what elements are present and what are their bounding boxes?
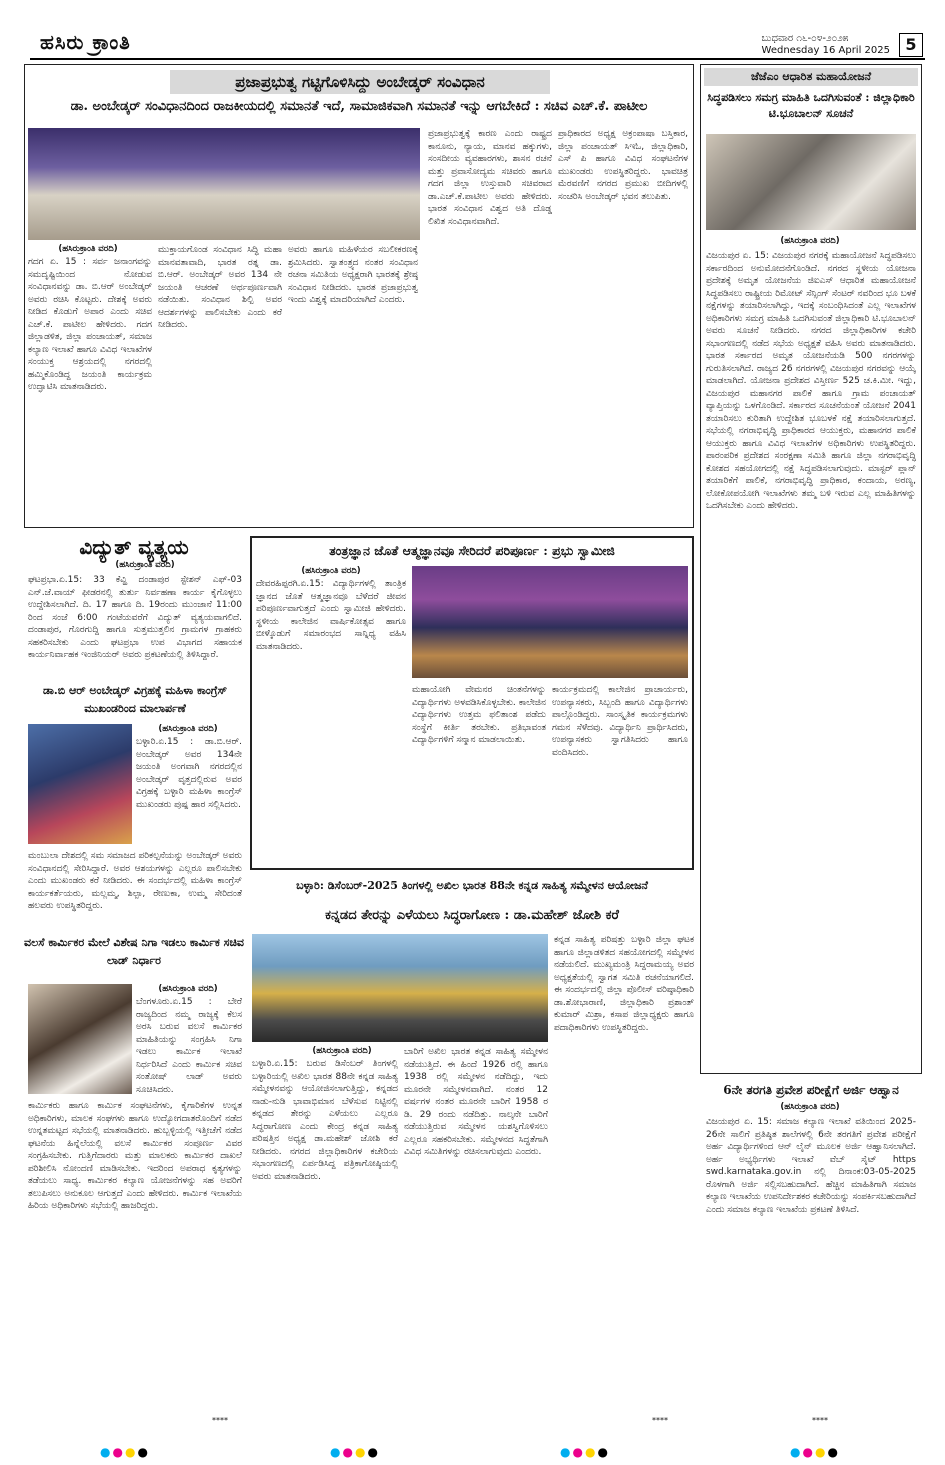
sahitya-stars: **** (652, 1416, 668, 1425)
sahitya-photo (252, 934, 548, 1042)
lead-credit: (ಹಸಿರುಕ್ರಾಂತಿ ವರದಿ) (58, 244, 118, 254)
congress-headline: ಡಾ.ಬಿ ಆರ್ ಅಂಬೇಡ್ಕರ್ ವಿಗ್ರಹಕ್ಕೆ ಮಹಿಳಾ ಕಾಂಗ್ರೆಸ್ ಮುಖಂಡರಿಂದ ಮಾಲಾರ್ಪಣೆ (43, 684, 227, 715)
date-kannada: ಬುಧವಾರ ೧೬-೦೪-೨೦೨೫ (761, 33, 849, 44)
lead-photo (28, 128, 420, 240)
lead-body-5: ಪ್ರಾಧಿಕಾರದ ಅಧ್ಯಕ್ಷ ಅಕ್ರಂಪಾಷಾ ಬಸ್ತಿಕಾರ, ಜಿಲ್ಲಾ ಪಂಚಾಯತ್ ಸಿಇಓ, ಜಿಲ್ಲಾಧಿಕಾರಿ, ಎಸ್ ಪಿ ಹಾಗೂ ವಿವಿಧ ಸಂಘಟನೆಗಳ ಮುಖಂಡರು ಉಪಸ್ಥಿತರಿದ್ದರು. ಭಾವಚಿತ್ರ ಮೆರವಣಿಗೆ ನಗರದ ಪ್ರಮುಖ ಬೀದಿಗಳಲ್ಲಿ ಸಂಚರಿಸಿ ಅಂಬೇಡ್ಕರ್ ಭವನ ತಲುಪಿತು. (558, 129, 688, 202)
center-headline: ತಂತ್ರಜ್ಞಾನ ಜೊತೆ ಆತ್ಮಜ್ಞಾನವೂ ಸೇರಿದರೆ ಪರಿಪೂರ್ಣ : ಪ್ರಭು ಸ್ವಾಮೀಜಿ (329, 543, 615, 558)
center-credit: (ಹಸಿರುಕ್ರಾಂತಿ ವರದಿ) (301, 566, 361, 576)
congress-body-side: ಬಳ್ಳಾರಿ.ಏ.15 : ಡಾ.ಬಿ.ಆರ್. ಅಂಬೇಡ್ಕರ್ ಅವರ 134ನೇ ಜಯಂತಿ ಅಂಗವಾಗಿ ನಗರದಲ್ಲಿನ ಅಂಬೇಡ್ಕರ್ ವೃತ್ತದಲ್ಲಿರುವ ಅವರ ವಿಗ್ರಹಕ್ಕೆ ಬಳ್ಳಾರಿ ಮಹಿಳಾ ಕಾಂಗ್ರೆಸ್ ಮುಖಂಡರು ಪುಷ್ಪ ಹಾರ ಸಲ್ಲಿಸಿದರು. (136, 737, 242, 810)
registration-marks-1: ●●●● (100, 1445, 150, 1459)
sahitya-headline: ಕನ್ನಡದ ತೇರನ್ನು ಎಳೆಯಲು ಸಿದ್ಧರಾಗೋಣ : ಡಾ.ಮಹೇಶ್ ಜೋಶಿ ಕರೆ (325, 908, 619, 923)
congress-photo (28, 724, 132, 844)
side-headline: ಸಿದ್ಧಪಡಿಸಲು ಸಮಗ್ರ ಮಾಹಿತಿ ಒದಗಿಸುವಂತೆ : ಜಿಲ್ಲಾಧಿಕಾರಿ ಟಿ.ಭೂಬಾಲನ್ ಸೂಚನೆ (707, 91, 915, 120)
lead-body-1: ಗದಗ ಏ. 15 : ಸರ್ವ ಜನಾಂಗವನ್ನು ಸಮದೃಷ್ಟಿಯಿಂದ ನೋಡುವ ಸಂವಿಧಾನವನ್ನು ಡಾ. ಬಿ.ಆರ್ ಅಂಬೇಡ್ಕರ್ ಅವರು ರಚಿಸಿ ಕೊಟ್ಟರು. ದೇಶಕ್ಕೆ ಅವರು ನೀಡಿದ ಕೊಡುಗೆ ಅಪಾರ ಎಂದು ಸಚಿವ ಎಚ್.ಕೆ. ಪಾಟೀಲ ಹೇಳಿದರು. ಗದಗ ಜಿಲ್ಲಾಡಳಿತ, ಜಿಲ್ಲಾ ಪಂಚಾಯತ್, ಸಮಾಜ ಕಲ್ಯಾಣ ಇಲಾಖೆ ಹಾಗೂ ವಿವಿಧ ಇಲಾಖೆಗಳ ಸಂಯುಕ್ತ ಆಶ್ರಯದಲ್ಲಿ ನಗರದಲ್ಲಿ ಹಮ್ಮಿಕೊಂಡಿದ್ದ ಜಯಂತಿ ಕಾರ್ಯಕ್ರಮ ಉದ್ಘಾಟಿಸಿ ಮಾತನಾಡಿದರು. (28, 257, 152, 392)
lead-body-3: ಅವರು ಹಾಗೂ ಮಹಿಳೆಯರ ಸಬಲೀಕರಣಕ್ಕೆ ಶ್ರಮಿಸಿದರು. ಸ್ವಾತಂತ್ರ್ಯದ ನಂತರ ಸಂವಿಧಾನ ರಚನಾ ಸಮಿತಿಯ ಅಧ್ಯಕ್ಷರಾಗಿ ಭಾರತಕ್ಕೆ ಶ್ರೇಷ್ಠ ಸಂವಿಧಾನ ನೀಡಿದರು. ಭಾರತ ಪ್ರಜಾಪ್ರಭುತ್ವ ಇಂದು ವಿಶ್ವಕ್ಕೆ ಮಾದರಿಯಾಗಿದೆ ಎಂದರು. (288, 245, 418, 305)
lead-kicker: ಪ್ರಜಾಪ್ರಭುತ್ವ ಗಟ್ಟಿಗೊಳಿಸಿದ್ದು ಅಂಬೇಡ್ಕರ್ ಸಂವಿಧಾನ (170, 70, 550, 94)
side-photo (706, 134, 916, 230)
page-number: 5 (899, 33, 923, 57)
migrant-photo (28, 984, 132, 1094)
masthead-date (762, 33, 890, 57)
exam-headline: 6ನೇ ತರಗತಿ ಪ್ರವೇಶ ಪರೀಕ್ಷೆಗೆ ಅರ್ಜಿ ಆಹ್ವಾನ (723, 1083, 899, 1097)
sahitya-kicker: ಬಳ್ಳಾರಿ: ಡಿಸೆಂಬರ್-2025 ತಿಂಗಳಲ್ಲಿ ಅಖಿಲ ಭಾರತ 88ನೇ ಕನ್ನಡ ಸಾಹಿತ್ಯ ಸಮ್ಮೇಳನ ಆಯೋಜನೆ (296, 879, 648, 892)
exam-stars: **** (812, 1416, 828, 1425)
registration-marks-2: ●●●● (330, 1445, 380, 1459)
sahitya-body-2: ಬಾರಿಗೆ ಅಖಿಲ ಭಾರತ ಕನ್ನಡ ಸಾಹಿತ್ಯ ಸಮ್ಮೇಳನ ನಡೆಯುತ್ತಿದೆ. ಈ ಹಿಂದೆ 1926 ರಲ್ಲಿ ಹಾಗೂ 1938 ರಲ್ಲಿ ಸಮ್ಮೇಳನ ನಡೆದಿದ್ದು, ಇದು ಮೂರನೇ ಸಮ್ಮೇಳನವಾಗಿದೆ. ನಂತರ 12 ವರ್ಷಗಳ ನಂತರ ಮೂರನೇ ಬಾರಿಗೆ 1958 ರ ಡಿ. 29 ರಂದು ನಡೆದಿತ್ತು. ನಾಲ್ಕನೇ ಬಾರಿಗೆ ನಡೆಯುತ್ತಿರುವ ಸಮ್ಮೇಳನ ಯಶಸ್ವಿಗೊಳಿಸಲು ಎಲ್ಲರೂ ಸಹಕರಿಸಬೇಕು. ಸಮ್ಮೇಳನದ ಸಿದ್ಧತೆಗಾಗಿ ವಿವಿಧ ಸಮಿತಿಗಳನ್ನು ರಚಿಸಲಾಗುವುದು ಎಂದರು. (404, 1047, 548, 1157)
sahitya-body-1: ಬಳ್ಳಾರಿ.ಏ.15: ಬರುವ ಡಿಸೆಂಬರ್ ತಿಂಗಳಲ್ಲಿ ಬಳ್ಳಾರಿಯಲ್ಲಿ ಅಖಿಲ ಭಾರತ 88ನೇ ಕನ್ನಡ ಸಾಹಿತ್ಯ ಸಮ್ಮೇಳನವನ್ನು ಆಯೋಜಿಸಲಾಗುತ್ತಿದ್ದು, ಕನ್ನಡದ ನಾಡು-ನುಡಿ ಭಾವಾಭಿಮಾನ ಬೆಳೆಸುವ ನಿಟ್ಟಿನಲ್ಲಿ ಕನ್ನಡದ ತೇರನ್ನು ಎಳೆಯಲು ಎಲ್ಲರೂ ಸಿದ್ಧರಾಗೋಣ ಎಂದು ಕೇಂದ್ರ ಕನ್ನಡ ಸಾಹಿತ್ಯ ಪರಿಷತ್ತಿನ ಅಧ್ಯಕ್ಷ ಡಾ.ಮಹೇಶ್ ಜೋಶಿ ಕರೆ ನೀಡಿದರು. ನಗರದ ಜಿಲ್ಲಾಧಿಕಾರಿಗಳ ಕಚೇರಿಯ ಸಭಾಂಗಣದಲ್ಲಿ ಏರ್ಪಡಿಸಿದ್ದ ಪತ್ರಿಕಾಗೋಷ್ಠಿಯಲ್ಲಿ ಅವರು ಮಾತನಾಡಿದರು. (252, 1059, 398, 1182)
power-headline: ವಿದ್ಯುತ್ ವ್ಯತ್ಯಯ (79, 535, 189, 559)
sahitya-body-3: ಕನ್ನಡ ಸಾಹಿತ್ಯ ಪರಿಷತ್ತು ಬಳ್ಳಾರಿ ಜಿಲ್ಲಾ ಘಟಕ ಹಾಗೂ ಜಿಲ್ಲಾಡಳಿತದ ಸಹಯೋಗದಲ್ಲಿ ಸಮ್ಮೇಳನ ನಡೆಯಲಿದೆ. ಮುಖ್ಯಮಂತ್ರಿ ಸಿದ್ದರಾಮಯ್ಯ ಅವರ ಅಧ್ಯಕ್ಷತೆಯಲ್ಲಿ ಸ್ವಾಗತ ಸಮಿತಿ ರಚನೆಯಾಗಲಿದೆ. ಈ ಸಂದರ್ಭದಲ್ಲಿ ಜಿಲ್ಲಾ ಪೊಲೀಸ್ ವರಿಷ್ಠಾಧಿಕಾರಿ ಡಾ.ಶೋಭಾರಾಣಿ, ಜಿಲ್ಲಾಧಿಕಾರಿ ಪ್ರಶಾಂತ್ ಕುಮಾರ್ ಮಿಶ್ರಾ, ಕಸಾಪ ಜಿಲ್ಲಾಧ್ಯಕ್ಷರು ಹಾಗೂ ಪದಾಧಿಕಾರಿಗಳು ಉಪಸ್ಥಿತರಿದ್ದರು. (554, 935, 694, 1033)
side-credit: (ಹಸಿರುಕ್ರಾಂತಿ ವರದಿ) (780, 236, 840, 246)
power-credit: (ಹಸಿರುಕ್ರಾಂತಿ ವರದಿ) (115, 560, 175, 570)
migrant-stars: **** (212, 1416, 228, 1425)
registration-marks-4: ●●●● (790, 1445, 840, 1459)
side-body: ವಿಜಯಪುರ ಏ. 15: ವಿಜಯಪುರ ನಗರಕ್ಕೆ ಮಹಾಯೋಜನೆ ಸಿದ್ಧಪಡಿಸಲು ಸರ್ಕಾರದಿಂದ ಅನುಮೋದನೆಗೊಂಡಿದೆ. ನಗರದ ಸ್ಥಳೀಯ ಯೋಜನಾ ಪ್ರದೇಶಕ್ಕೆ ಅಮೃತ ಯೋಜನೆಯ ಜಿಐಎಸ್ ಆಧಾರಿತ ಮಹಾಯೋಜನೆ ಸಿದ್ಧಪಡಿಸಲು ರಾಷ್ಟ್ರೀಯ ರಿಮೋಟ್ ಸೆನ್ಸಿಂಗ್ ಸೆಂಟರ್ ನವರಿಂದ ಭೂ ಬಳಕೆ ನಕ್ಷೆಗಳನ್ನು ತಯಾರಿಸಲಾಗಿದ್ದು, ಇದಕ್ಕೆ ಸಂಬಂಧಿಸಿದಂತೆ ಎಲ್ಲ ಇಲಾಖೆಗಳ ಅಧಿಕಾರಿಗಳು ಸಮಗ್ರ ಮಾಹಿತಿ ಒದಗಿಸುವಂತೆ ಜಿಲ್ಲಾಧಿಕಾರಿ ಟಿ.ಭೂಬಾಲನ್ ಅವರು ಸೂಚನೆ ನೀಡಿದರು. ನಗರದ ಜಿಲ್ಲಾಧಿಕಾರಿಗಳ ಕಚೇರಿ ಸಭಾಂಗಣದಲ್ಲಿ ನಡೆದ ಸಭೆಯ ಅಧ್ಯಕ್ಷತೆ ವಹಿಸಿ ಅವರು ಮಾತನಾಡಿದರು. ಭಾರತ ಸರ್ಕಾರದ ಅಮೃತ ಯೋಜನೆಯಡಿ 500 ನಗರಗಳನ್ನು ಗುರುತಿಸಲಾಗಿದೆ. ರಾಜ್ಯದ 26 ನಗರಗಳಲ್ಲಿ ವಿಜಯಪುರ ನಗರವನ್ನು ಆಯ್ಕೆ ಮಾಡಲಾಗಿದೆ. ಯೋಜನಾ ಪ್ರದೇಶದ ವಿಸ್ತೀರ್ಣ 525 ಚ.ಕಿ.ಮೀ. ಇದ್ದು, ವಿಜಯಪುರ ಮಹಾನಗರ ಪಾಲಿಕೆ ಹಾಗೂ ಗ್ರಾಮ ಪಂಚಾಯತ್ ವ್ಯಾಪ್ತಿಯನ್ನು ಒಳಗೊಂಡಿದೆ. ಸರ್ಕಾರದ ಸೂಚನೆಯಂತೆ ಯೋಜನೆ 2041 ತಯಾರಿಸಲು ಕುರಿತಾಗಿ ಉದ್ದೇಶಿತ ಭೂಬಳಕೆ ನಕ್ಷೆ ತಯಾರಿಸಲಾಗುತ್ತದೆ. ಸಭೆಯಲ್ಲಿ ನಗರಾಭಿವೃದ್ಧಿ ಪ್ರಾಧಿಕಾರದ ಆಯುಕ್ತರು, ಮಹಾನಗರ ಪಾಲಿಕೆ ಆಯುಕ್ತರು ಹಾಗೂ ವಿವಿಧ ಇಲಾಖೆಗಳ ಅಧಿಕಾರಿಗಳು ಉಪಸ್ಥಿತರಿದ್ದರು. ಪಾರಂಪರಿಕ ಪ್ರದೇಶದ ಸಂರಕ್ಷಣಾ ಸಮಿತಿ ಹಾಗೂ ಜಿಲ್ಲಾ ನಗರಾಭಿವೃದ್ಧಿ ಕೋಶದ ಸಹಯೋಗದಲ್ಲಿ ನಕ್ಷೆ ಸಿದ್ಧಪಡಿಸಲಾಗುವುದು. ಮಾಸ್ಟರ್ ಪ್ಲಾನ್ ತಯಾರಿಕೆಗೆ ಪಾಲಿಕೆ, ನಗರಾಭಿವೃದ್ಧಿ ಪ್ರಾಧಿಕಾರ, ಕಂದಾಯ, ಅರಣ್ಯ, ಲೋಕೋಪಯೋಗಿ ಇಲಾಖೆಗಳು ತಮ್ಮ ಬಳಿ ಇರುವ ಎಲ್ಲ ಮಾಹಿತಿಗಳನ್ನು ಒದಗಿಸಬೇಕು ಎಂದು ಹೇಳಿದರು. (706, 251, 916, 511)
power-body: ಘಟಪ್ರಭಾ.ಏ.15: 33 ಕೆವ್ಹಿ ದಂಡಾಪುರ ಸ್ಟೇಶನ್ ಎಫ್-03 ಎನ್.ಜೆ.ವಾಯ್ ಫೀಡರನಲ್ಲಿ ತುರ್ತು ನಿರ್ವಹಣಾ ಕಾರ್ಯ ಕೈಗೊಳ್ಳಲು ಉದ್ದೇಶಿಸಲಾಗಿದೆ. ದಿ. 17 ಹಾಗೂ ದಿ. 19ರಂದು ಮುಂಜಾನೆ 11:00 ರಿಂದ ಸಂಜೆ 6:00 ಗಂಟೆಯವರೆಗೆ ವಿದ್ಯುತ್ ವ್ಯತ್ಯಯವಾಗಲಿದೆ. ದಂಡಾಪುರ, ಗೊರಗುದ್ದಿ ಹಾಗೂ ಸುತ್ತಮುತ್ತಲಿನ ಗ್ರಾಮಗಳ ಗ್ರಾಹಕರು ಸಹಕರಿಸಬೇಕು ಎಂದು ಘಟಪ್ರಭಾ ಉಪ ವಿಭಾಗದ ಸಹಾಯಕ ಕಾರ್ಯನಿರ್ವಾಹಕ ಇಂಜಿನಿಯರ್ ಅವರು ಪ್ರಕಟಣೆಯಲ್ಲಿ ತಿಳಿಸಿದ್ದಾರೆ. (28, 575, 242, 660)
center-photo (412, 566, 688, 678)
sahitya-credit: (ಹಸಿರುಕ್ರಾಂತಿ ವರದಿ) (312, 1046, 372, 1056)
center-body-3: ಕಾರ್ಯಕ್ರಮದಲ್ಲಿ ಕಾಲೇಜಿನ ಪ್ರಾಚಾರ್ಯರು, ಉಪನ್ಯಾಸಕರು, ಸಿಬ್ಬಂದಿ ಹಾಗೂ ವಿದ್ಯಾರ್ಥಿಗಳು ಪಾಲ್ಗೊಂಡಿದ್ದರು. ಸಾಂಸ್ಕೃತಿಕ ಕಾರ್ಯಕ್ರಮಗಳು ಗಮನ ಸೆಳೆದವು. ವಿದ್ಯಾರ್ಥಿನಿ ಪ್ರಾರ್ಥಿಸಿದರು, ಉಪನ್ಯಾಸಕರು ಸ್ವಾಗತಿಸಿದರು ಹಾಗೂ ವಂದಿಸಿದರು. (552, 685, 688, 758)
migrant-body: ಕಾರ್ಮಿಕರು ಹಾಗೂ ಕಾರ್ಮಿಕ ಸಂಘಟನೆಗಳು, ಕೈಗಾರಿಕೆಗಳ ಉನ್ನತ ಅಧಿಕಾರಿಗಳು, ಮಾಲಕ ಸಂಘಗಳು ಹಾಗೂ ಉದ್ಯೋಗದಾತರೊಂದಿಗೆ ನಡೆದ ಉನ್ನತಮಟ್ಟದ ಸಭೆಯಲ್ಲಿ ಮಾತನಾಡಿದರು. ಹುಬ್ಬಳ್ಳಿಯಲ್ಲಿ ಇತ್ತೀಚೆಗೆ ನಡೆದ ಘಟನೆಯ ಹಿನ್ನೆಲೆಯಲ್ಲಿ ವಲಸೆ ಕಾರ್ಮಿಕರ ಸಂಪೂರ್ಣ ವಿವರ ಸಂಗ್ರಹಿಸಬೇಕು. ಗುತ್ತಿಗೆದಾರರು ಮತ್ತು ಮಾಲಕರು ಕಾರ್ಮಿಕರ ದಾಖಲೆ ಪರಿಶೀಲಿಸಿ ನೋಂದಣಿ ಮಾಡಿಸಬೇಕು. ಇದರಿಂದ ಅಪರಾಧ ಕೃತ್ಯಗಳನ್ನು ತಡೆಯಲು ಸಾಧ್ಯ. ಕಾರ್ಮಿಕರ ಕಲ್ಯಾಣ ಯೋಜನೆಗಳನ್ನು ಸಹ ಅವರಿಗೆ ತಲುಪಿಸಲು ಅನುಕೂಲ ಆಗುತ್ತದೆ ಎಂದು ಹೇಳಿದರು. ಕಾರ್ಮಿಕ ಇಲಾಖೆಯ ಹಿರಿಯ ಅಧಿಕಾರಿಗಳು ಸಭೆಯಲ್ಲಿ ಹಾಜರಿದ್ದರು. (28, 1101, 242, 1211)
lead-headline: ಡಾ. ಅಂಬೇಡ್ಕರ್ ಸಂವಿಧಾನದಿಂದ ರಾಜಕೀಯದಲ್ಲಿ ಸಮಾನತೆ ಇದೆ, ಸಾಮಾಜಿಕವಾಗಿ ಸಮಾನತೆ ಇನ್ನು ಆಗಬೇಕಿದೆ : ಸಚಿವ ಎಚ್.ಕೆ. ಪಾಟೀಲ (70, 99, 648, 114)
center-body-1: ದೇವರಹಿಪ್ಪರಗಿ.ಏ.15: ವಿದ್ಯಾರ್ಥಿಗಳಲ್ಲಿ ತಾಂತ್ರಿಕ ಜ್ಞಾನದ ಜೊತೆ ಆತ್ಮಜ್ಞಾನವೂ ಬೆಳೆದರೆ ಜೀವನ ಪರಿಪೂರ್ಣವಾಗುತ್ತದೆ ಎಂದು ಸ್ವಾಮೀಜಿ ಹೇಳಿದರು. ಸ್ಥಳೀಯ ಕಾಲೇಜಿನ ವಾರ್ಷಿಕೋತ್ಸವ ಹಾಗೂ ಬೀಳ್ಕೊಡುಗೆ ಸಮಾರಂಭದ ಸಾನ್ನಿಧ್ಯ ವಹಿಸಿ ಮಾತನಾಡಿದರು. (256, 579, 406, 652)
migrant-headline: ವಲಸೆ ಕಾರ್ಮಿಕರ ಮೇಲೆ ವಿಶೇಷ ನಿಗಾ ಇಡಲು ಕಾರ್ಮಿಕ ಸಚಿವ ಲಾಡ್ ನಿರ್ಧಾರ (24, 936, 244, 967)
masthead-rule (30, 58, 925, 60)
exam-credit: (ಹಸಿರುಕ್ರಾಂತಿ ವರದಿ) (780, 1102, 840, 1112)
registration-marks-3: ●●●● (560, 1445, 610, 1459)
date-english: Wednesday 16 April 2025 (761, 45, 890, 56)
congress-body: ಮಂಬುಲಾ ದೇಶದಲ್ಲಿ ಸಮ ಸಮಾಜದ ಪರಿಕಲ್ಪನೆಯನ್ನು ಅಂಬೇಡ್ಕರ್ ಅವರು ಸಂವಿಧಾನದಲ್ಲಿ ಸೇರಿಸಿದ್ದಾರೆ. ಅವರ ಆಶಯಗಳನ್ನು ಎಲ್ಲರೂ ಪಾಲಿಸಬೇಕು ಎಂದು ಮುಖಂಡರು ಕರೆ ನೀಡಿದರು. ಈ ಸಂದರ್ಭದಲ್ಲಿ ಮಹಿಳಾ ಕಾಂಗ್ರೆಸ್ ಕಾರ್ಯಕರ್ತೆಯರು, ಮಲ್ಲಮ್ಮ, ಶಿಲ್ಪಾ, ರೇಣುಕಾ, ಉಮ್ಮ ಸೇರಿದಂತೆ ಹಲವರು ಉಪಸ್ಥಿತರಿದ್ದರು. (28, 851, 242, 911)
migrant-body-side: ಬೆಂಗಳೂರು.ಏ.15 : ಬೇರೆ ರಾಜ್ಯದಿಂದ ನಮ್ಮ ರಾಜ್ಯಕ್ಕೆ ಕೆಲಸ ಅರಸಿ ಬರುವ ವಲಸೆ ಕಾರ್ಮಿಕರ ಮಾಹಿತಿಯನ್ನು ಸಂಗ್ರಹಿಸಿ ನಿಗಾ ಇಡಲು ಕಾರ್ಮಿಕ ಇಲಾಖೆ ನಿರ್ಧರಿಸಿದೆ ಎಂದು ಕಾರ್ಮಿಕ ಸಚಿವ ಸಂತೋಷ್ ಲಾಡ್ ಅವರು ಸೂಚಿಸಿದರು. (136, 997, 242, 1094)
lead-body-2: ಮುಕ್ತಾಯಗೊಂಡ ಸಂವಿಧಾನ ಸಿದ್ಧಿ ಮಹಾ ಮಾನವತಾವಾದಿ, ಭಾರತ ರತ್ನ ಡಾ. ಬಿ.ಆರ್. ಅಂಬೇಡ್ಕರ್ ಅವರ 134 ನೇ ಜಯಂತಿ ಆಚರಣೆ ಅರ್ಥಪೂರ್ಣವಾಗಿ ನಡೆಯಿತು. ಸಂವಿಧಾನ ಶಿಲ್ಪಿ ಅವರ ಆದರ್ಶಗಳನ್ನು ಪಾಲಿಸಬೇಕು ಎಂದು ಕರೆ ನೀಡಿದರು. (158, 245, 282, 330)
center-body-2: ಮಹಾಯೋಗಿ ವೇಮನರ ಚಿಂತನೆಗಳನ್ನು ವಿದ್ಯಾರ್ಥಿಗಳು ಅಳವಡಿಸಿಕೊಳ್ಳಬೇಕು. ಕಾಲೇಜಿನ ವಿದ್ಯಾರ್ಥಿಗಳು ಉತ್ತಮ ಫಲಿತಾಂಶ ಪಡೆದು ಸಂಸ್ಥೆಗೆ ಕೀರ್ತಿ ತರಬೇಕು. ಪ್ರತಿಭಾವಂತ ವಿದ್ಯಾರ್ಥಿಗಳಿಗೆ ಸನ್ಮಾನ ಮಾಡಲಾಯಿತು. (412, 685, 546, 745)
side-kicker: ಜೆಜೆಎಂ ಆಧಾರಿತ ಮಹಾಯೋಜನೆ (704, 68, 918, 86)
masthead-title: ಹಸಿರು ಕ್ರಾಂತಿ (40, 30, 131, 54)
congress-credit: (ಹಸಿರುಕ್ರಾಂತಿ ವರದಿ) (158, 724, 218, 734)
migrant-credit: (ಹಸಿರುಕ್ರಾಂತಿ ವರದಿ) (158, 984, 218, 994)
exam-body: ವಿಜಯಪುರ ಏ. 15: ಸಮಾಜ ಕಲ್ಯಾಣ ಇಲಾಖೆ ವತಿಯಿಂದ 2025-26ನೇ ಸಾಲಿಗೆ ಪ್ರತಿಷ್ಠಿತ ಶಾಲೆಗಳಲ್ಲಿ 6ನೇ ತರಗತಿಗೆ ಪ್ರವೇಶ ಪರೀಕ್ಷೆಗೆ ಅರ್ಹ ವಿದ್ಯಾರ್ಥಿಗಳಿಂದ ಆನ್ ಲೈನ್ ಮೂಲಕ ಅರ್ಜಿ ಆಹ್ವಾನಿಸಲಾಗಿದೆ. ಅರ್ಹ ಅಭ್ಯರ್ಥಿಗಳು ಇಲಾಖೆ ವೆಬ್ ಸೈಟ್ https swd.karnataka.gov.in ನಲ್ಲಿ ದಿನಾಂಕ:03-05-2025 ರೊಳಗಾಗಿ ಅರ್ಜಿ ಸಲ್ಲಿಸಬಹುದಾಗಿದೆ. ಹೆಚ್ಚಿನ ಮಾಹಿತಿಗಾಗಿ ಸಮಾಜ ಕಲ್ಯಾಣ ಇಲಾಖೆಯ ಉಪನಿರ್ದೇಶಕರ ಕಚೇರಿಯನ್ನು ಸಂಪರ್ಕಿಸಬಹುದಾಗಿದೆ ಎಂದು ಸಮಾಜ ಕಲ್ಯಾಣ ಇಲಾಖೆಯ ಪ್ರಕಟಣೆ ತಿಳಿಸಿದೆ. (706, 1117, 916, 1215)
lead-body-4: ಪ್ರಜಾಪ್ರಭುತ್ವಕ್ಕೆ ಕಾರಣ ಎಂದು ರಾಷ್ಟ್ರದ ಕಾನೂನು, ನ್ಯಾಯ, ಮಾನವ ಹಕ್ಕುಗಳು, ಸಂಸದೀಯ ವ್ಯವಹಾರಗಳು, ಶಾಸನ ರಚನೆ ಮತ್ತು ಪ್ರವಾಸೋದ್ಯಮ ಸಚಿವರು ಹಾಗೂ ಗದಗ ಜಿಲ್ಲಾ ಉಸ್ತುವಾರಿ ಸಚಿವರಾದ ಡಾ.ಎಚ್.ಕೆ.ಪಾಟೀಲ ಅವರು ಹೇಳಿದರು. ಭಾರತ ಸಂವಿಧಾನ ವಿಶ್ವದ ಅತಿ ದೊಡ್ಡ ಲಿಖಿತ ಸಂವಿಧಾನವಾಗಿದೆ. (428, 129, 552, 227)
